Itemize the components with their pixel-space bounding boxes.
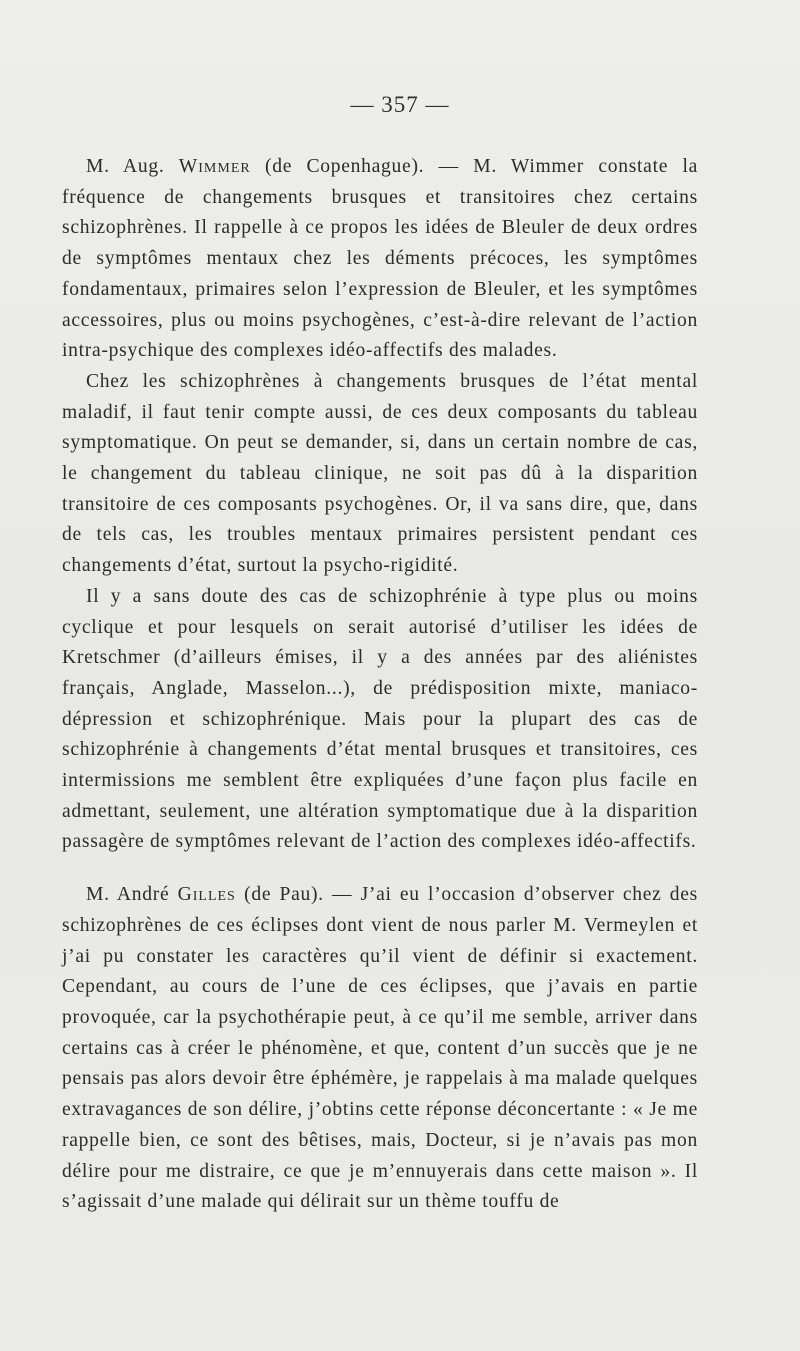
speaker-suffix: (de Copenhague). — xyxy=(250,156,474,177)
paragraph-gilles xyxy=(62,880,698,1218)
paragraph-text: Il y a sans doute des cas de schizophrénie à type plus ou moins cyclique et pour lesquels on serait autorisé d’utiliser les idées de Kretschmer (d’ailleurs émises, il y a des années par des aliénistes français, Anglade, Masselon...), de prédisposition mixte, maniaco-dépression et schizophrénique. Mais pour la plupart des cas de schizophrénie à changements d’état mental brusques et transitoires, ces intermissions me semblent être expliquées d’une façon plus facile en admettant, seulement, une altération symptomatique due à la disparition passagère de symptômes relevant de l’action des complexes idéo-affectifs. xyxy=(62,585,698,853)
speaker-prefix: M. André xyxy=(86,884,178,906)
body-text xyxy=(62,152,698,1218)
paragraph-text: M. Wimmer constate la fréquence de changements brusques et transitoires chez certains schizophrènes. Il rappelle à ce propos les idées de Bleuler de deux ordres de symptômes mentaux chez les déments précoces, les symptômes fondamentaux, primaires selon l’expression de Bleuler, et les symptômes accessoires, plus ou moins psychogènes, c’est-à-dire relevant de l’action intra-psychique des complexes idéo-affectifs des malades. xyxy=(62,156,698,362)
page-number: — 357 — xyxy=(350,92,450,117)
speaker-name: Wimmer xyxy=(178,156,251,177)
paragraph-wimmer xyxy=(62,152,698,367)
speaker-prefix: M. Aug. xyxy=(86,156,179,177)
speaker-name: Gilles xyxy=(177,884,236,906)
speaker-suffix: (de Pau). — xyxy=(235,884,361,906)
paragraph-text: Chez les schizophrènes à changements brusques de l’état mental maladif, il faut tenir compte aussi, de ces deux composants du tableau symptomatique. On peut se demander, si, dans un certain nombre de cas, le changement du tableau clinique, ne soit pas dû à la disparition transitoire de ces composants psychogènes. Or, il va sans dire, que, dans de tels cas, les troubles mentaux primaires persistent pendant ces changements d’état, surtout la psycho-rigidité. xyxy=(62,370,698,577)
paragraph-text: J’ai eu l’occasion d’observer chez des schizophrènes de ces éclipses dont vient de nous parler M. Vermeylen et j’ai pu constater les caractères qu’il vient de définir si exactement. Cependant, au cours de l’une de ces éclipses, que j’avais en partie provoquée, car la psychothérapie peut, à ce qu’il me semble, arriver dans certains cas à créer le phénomène, et que, content d’un succès que je ne pensais pas alors devoir être éphémère, je rappelais à ma malade quelques extravagances de son délire, j’obtins cette réponse déconcertante : « Je me rappelle bien, ce sont des bêtises, mais, Docteur, si je n’avais pas mon délire pour me distraire, ce que je m’ennuyerais dans cette maison ». Il s’agissait d’une malade qui délirait sur un thème touffu de xyxy=(62,884,698,1213)
